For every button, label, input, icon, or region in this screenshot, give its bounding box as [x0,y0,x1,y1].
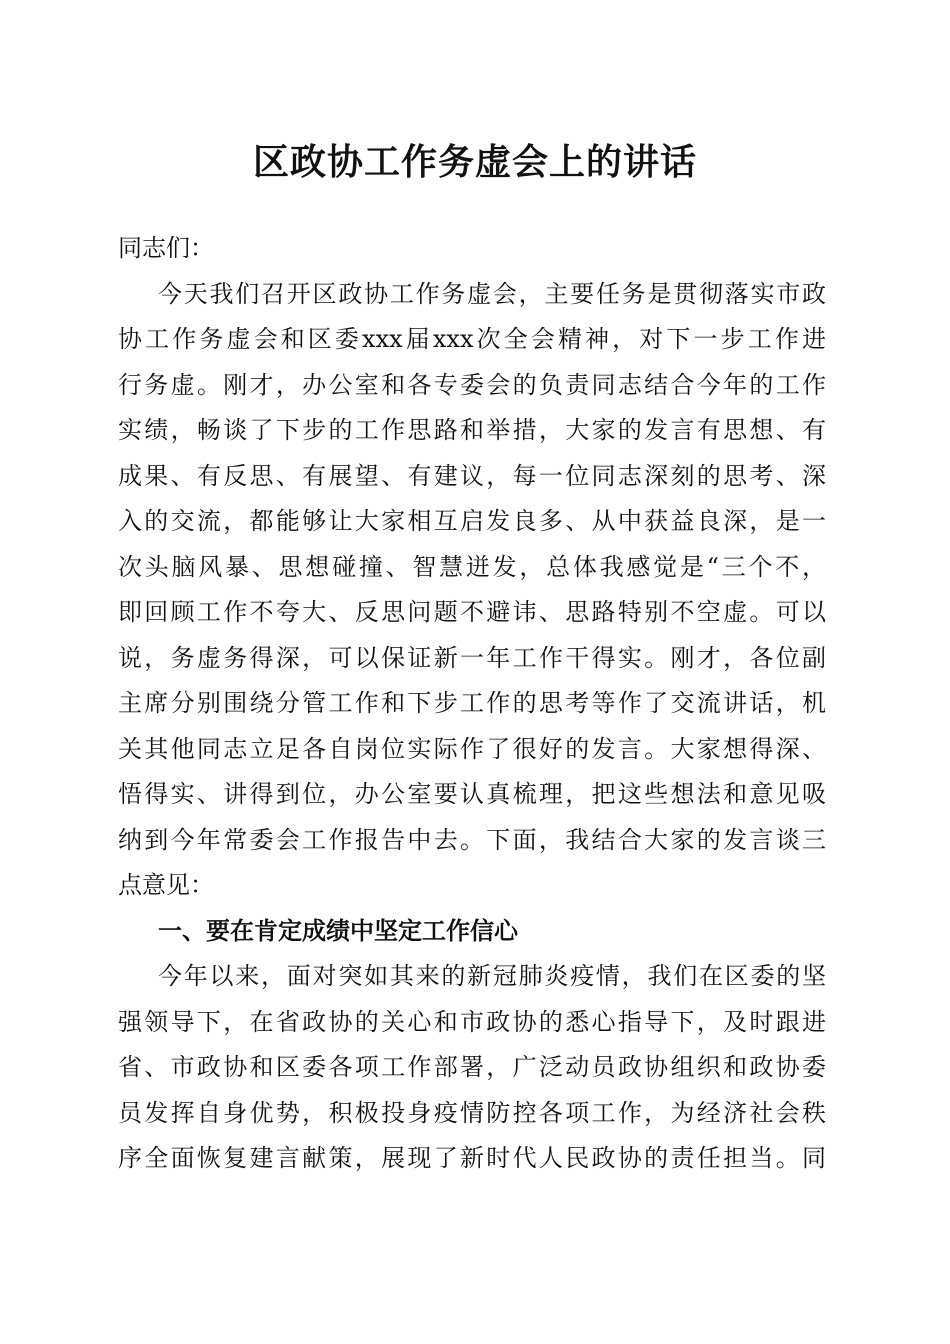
paragraph-line: 协工作务虚会和区委xxx届xxx次全会精神，对下一步工作进 [118,325,826,353]
paragraph-2 [118,954,826,1182]
paragraph-line: 今年以来，面对突如其来的新冠肺炎疫情，我们在区委的坚 [158,962,826,990]
section-heading-1: 一、要在肯定成绩中坚定工作信心 [158,916,518,945]
paragraph-line: 省、市政协和区委各项工作部署，广泛动员政协组织和政协委 [118,1053,826,1081]
paragraph-line: 强领导下，在省政协的关心和市政协的悉心指导下，及时跟进 [118,1007,826,1036]
paragraph-line: 入的交流，都能够让大家相互启发良多、从中获益良深，是一 [118,507,826,535]
paragraph-line: 悟得实、讲得到位，办公室要认真梳理，把这些想法和意见吸 [118,780,826,808]
paragraph-line: 次头脑风暴、思想碰撞、智慧迸发，总体我感觉是“三个不， [118,552,826,581]
paragraph-line: 点意见： [118,871,214,899]
document-title: 区政协工作务虚会上的讲话 [252,141,697,183]
paragraph-line: 纳到今年常委会工作报告中去。下面，我结合大家的发言谈三 [118,825,826,854]
paragraph-line: 行务虚。刚才，办公室和各专委会的负责同志结合今年的工作 [118,370,826,399]
document-body [118,226,826,1182]
paragraph-1 [118,272,826,909]
paragraph-line: 成果、有反思、有展望、有建议，每一位同志深刻的思考、深 [118,461,826,490]
paragraph-line: 今天我们召开区政协工作务虚会，主要任务是贯彻落实市政 [158,279,826,308]
paragraph-line: 主席分别围绕分管工作和下步工作的思考等作了交流讲话，机 [118,689,826,717]
salutation: 同志们： [118,234,214,262]
paragraph-line: 关其他同志立足各自岗位实际作了很好的发言。大家想得深、 [118,734,826,763]
paragraph-line: 即回顾工作不夸大、反思问题不避讳、思路特别不空虚。可以 [118,598,826,626]
paragraph-line: 实绩，畅谈了下步的工作思路和举措，大家的发言有思想、有 [118,416,826,444]
paragraph-line: 序全面恢复建言献策，展现了新时代人民政协的责任担当。同 [118,1144,826,1172]
paragraph-line: 员发挥自身优势，积极投身疫情防控各项工作，为经济社会秩 [118,1098,826,1127]
paragraph-line: 说，务虚务得深，可以保证新一年工作干得实。刚才，各位副 [118,643,826,672]
